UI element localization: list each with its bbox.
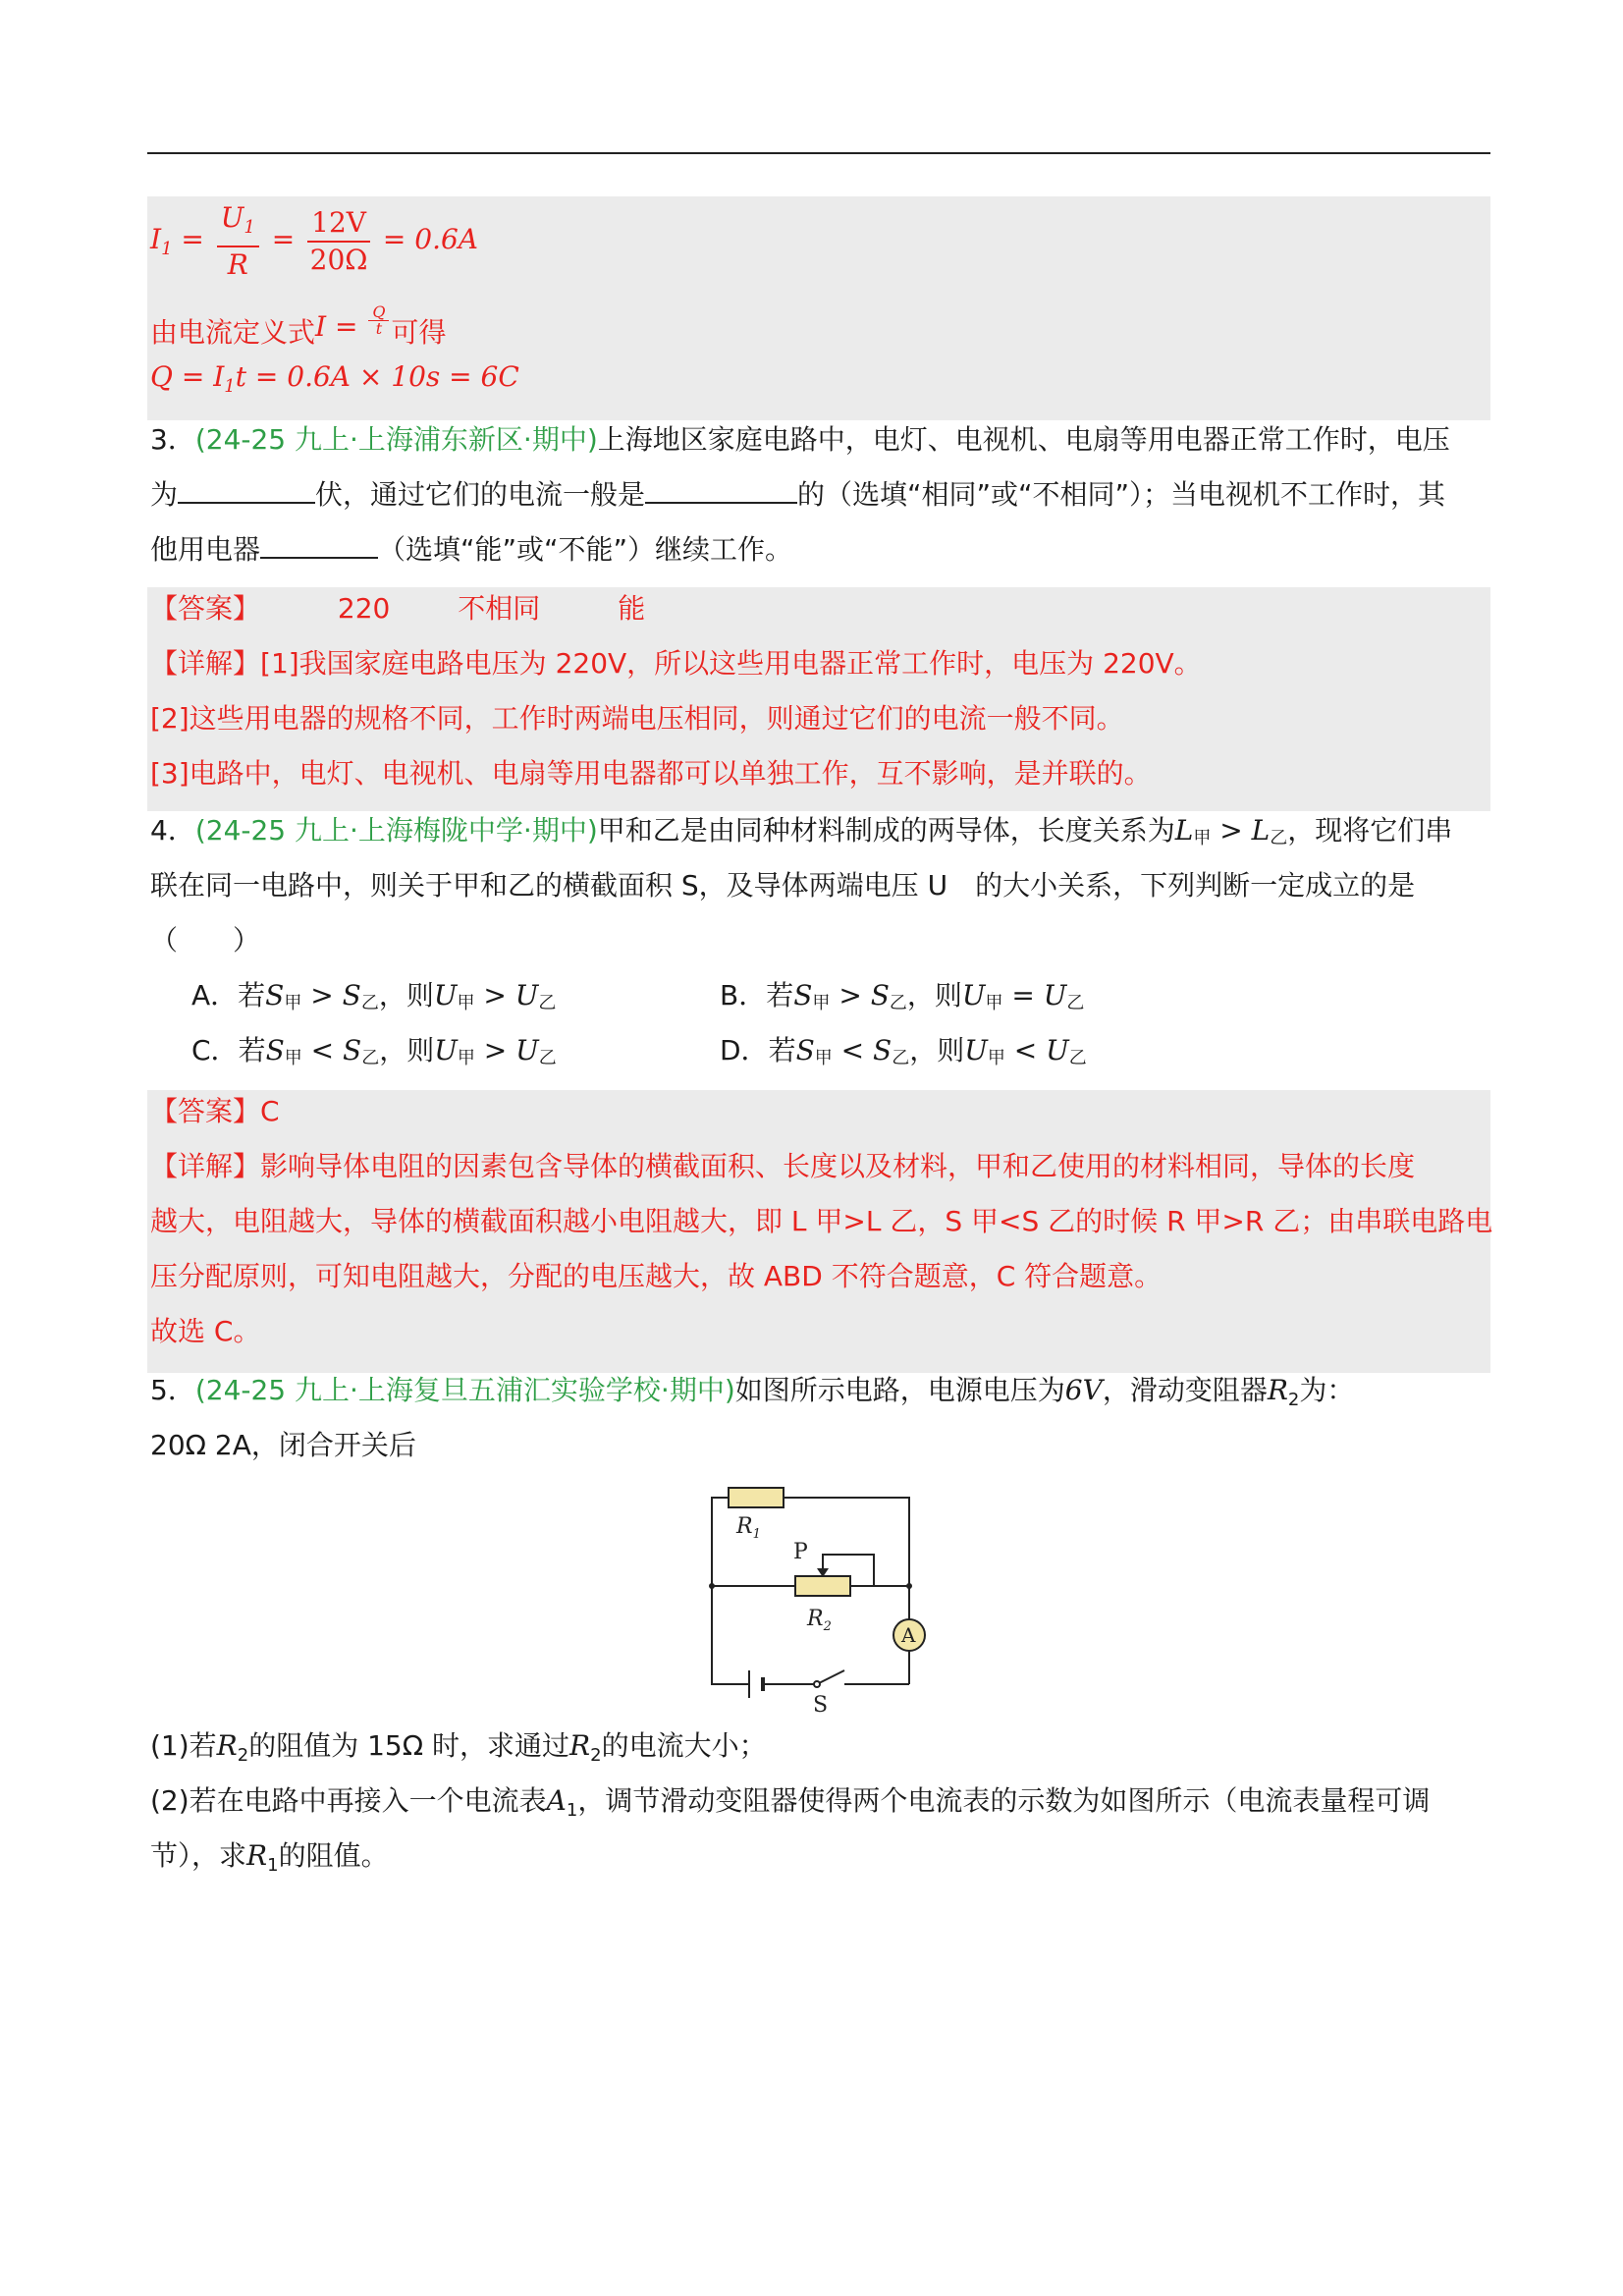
q3-detail-2: [2]这些用电器的规格不同，工作时两端电压相同，则通过它们的电流一般不同。 bbox=[150, 702, 1124, 735]
formula-i1: $I_1$ = $\frac{U_1}{R}$ = $\frac{12V}{20\Omega}$ = 0.6A bbox=[150, 200, 479, 281]
header-rule bbox=[147, 152, 1490, 154]
q5-source: (24-25 九上·上海复旦五浦汇实验学校·期中) bbox=[194, 1374, 735, 1406]
label-switch: S bbox=[813, 1693, 829, 1714]
q4-option-d[interactable]: D．若$S_甲 < S_乙$，则$U_甲 < U_乙$ bbox=[720, 1034, 1087, 1068]
label-ammeter: A bbox=[901, 1623, 916, 1647]
wire-top-left bbox=[712, 1498, 729, 1586]
q4-line2: 联在同一电路中，则关于甲和乙的横截面积 S，及导体两端电压 U 的大小关系，下列判断一定成立的是 bbox=[150, 869, 1416, 902]
junction-right bbox=[906, 1583, 912, 1589]
circuit-diagram bbox=[697, 1478, 943, 1714]
junction-left bbox=[709, 1583, 715, 1589]
label-p: P bbox=[793, 1540, 808, 1564]
q4-source: (24-25 九上·上海梅陇中学·期中) bbox=[194, 814, 598, 847]
q4-detail-3: 压分配原则，可知电阻越大，分配的电压越大，故 ABD 不符合题意，C 符合题意。 bbox=[150, 1260, 1163, 1292]
q5-sub2-line1: (2)若在电路中再接入一个电流表$A_1$，调节滑动变阻器使得两个电流表的示数为如图所示（电流表量程可调 bbox=[150, 1784, 1431, 1821]
q3-line1: 3．(24-25 九上·上海浦东新区·期中)上海地区家庭电路中，电灯、电视机、电扇等用电器正常工作时，电压 bbox=[150, 423, 1450, 456]
rheostat-r2 bbox=[795, 1576, 850, 1596]
q5-line2: 20Ω 2A，闭合开关后 bbox=[150, 1429, 416, 1461]
q3-detail-3: [3]电路中，电灯、电视机、电扇等用电器都可以单独工作，互不影响，是并联的。 bbox=[150, 757, 1152, 790]
q4-detail-2: 越大，电阻越大，导体的横截面积越小电阻越大，即 L 甲>L 乙，S 甲<S 乙的时候 R 甲>R 乙；由串联电路电 bbox=[150, 1205, 1493, 1237]
switch-lever bbox=[819, 1670, 844, 1683]
q3-source: (24-25 九上·上海浦东新区·期中) bbox=[194, 423, 598, 456]
q4-option-c[interactable]: C．若$S_甲 < S_乙$，则$U_甲 > U_乙$ bbox=[191, 1034, 557, 1068]
q4-option-a[interactable]: A．若$S_甲 > S_乙$，则$U_甲 > U_乙$ bbox=[191, 979, 557, 1013]
q4-line1: 4．(24-25 九上·上海梅陇中学·期中)甲和乙是由同种材料制成的两导体，长度关系为$L_甲 > L_乙$，现将它们串 bbox=[150, 814, 1453, 848]
label-r2: $R_2$ bbox=[807, 1607, 832, 1634]
q4-detail-4: 故选 C。 bbox=[150, 1315, 261, 1347]
q5-sub2-line2: 节），求$R_1$的阻值。 bbox=[150, 1839, 389, 1876]
q3-line3: 他用电器 （选填“能”或“不能”）继续工作。 bbox=[150, 533, 793, 566]
q3-blank-1[interactable] bbox=[178, 476, 315, 504]
q3-blank-2[interactable] bbox=[645, 476, 797, 504]
q3-line2: 为 伏，通过它们的电流一般是 的（选填“相同”或“不相同”）；当电视机不工作时，其 bbox=[150, 478, 1446, 511]
q3-answer: 【答案】 220 不相同 能 bbox=[150, 592, 646, 625]
q4-option-b[interactable]: B．若$S_甲 > S_乙$，则$U_甲 = U_乙$ bbox=[720, 979, 1085, 1013]
q4-answer: 【答案】C bbox=[150, 1095, 280, 1127]
resistor-r1 bbox=[729, 1488, 784, 1507]
q3-blank-3[interactable] bbox=[260, 531, 378, 559]
wire-bottom-left bbox=[712, 1586, 749, 1684]
q5-line1: 5．(24-25 九上·上海复旦五浦汇实验学校·期中)如图所示电路，电源电压为6V，滑动变阻器$R_2$为： bbox=[150, 1374, 1355, 1410]
q5-sub1: (1)若$R_2$的阻值为 15Ω 时，求通过$R_2$的电流大小； bbox=[150, 1729, 767, 1766]
q4-line3: （ ） bbox=[150, 924, 261, 957]
q4-detail-1: 【详解】影响导体电阻的因素包含导体的横截面积、长度以及材料，甲和乙使用的材料相同，导体的长度 bbox=[150, 1150, 1416, 1182]
prev-solution-line2: 由电流定义式I = $\frac{Q}{t}$ 可得 bbox=[150, 302, 447, 349]
label-r1: $R_1$ bbox=[736, 1514, 761, 1542]
prev-solution-line3: $Q = I_1t = 0.6A \times 10s = 6C$ bbox=[150, 360, 519, 397]
q3-detail-1: 【详解】[1]我国家庭电路电压为 220V，所以这些用电器正常工作时，电压为 220V。 bbox=[150, 647, 1202, 680]
